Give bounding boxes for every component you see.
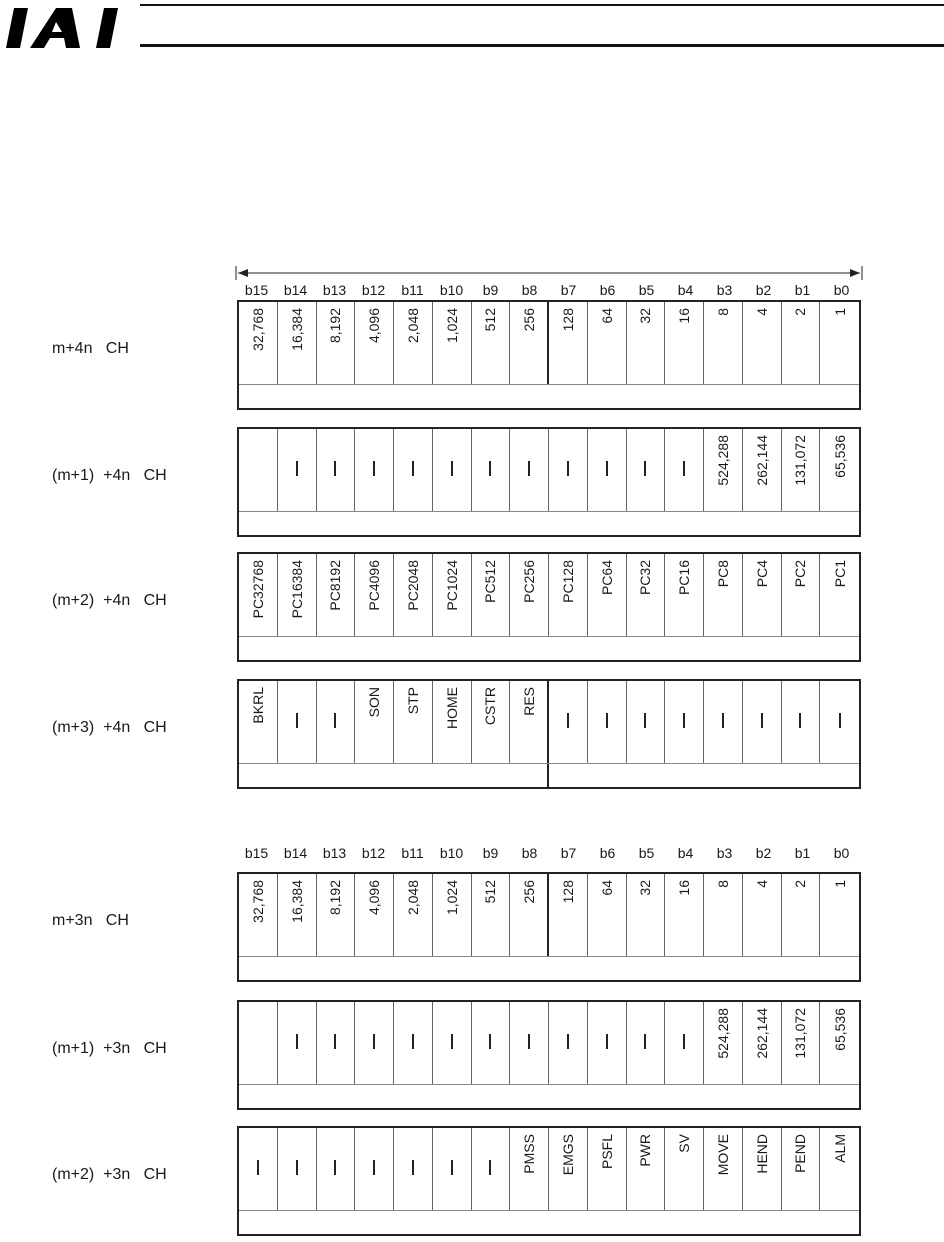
register-value-row: [239, 512, 859, 535]
unused-bit-mark: [722, 713, 724, 728]
bit-value: PC32768: [249, 560, 266, 619]
unused-bit-mark: [451, 1034, 453, 1049]
bit-value: 2: [792, 308, 809, 316]
bit-value: 65,536: [831, 1008, 848, 1051]
bit-cell: [665, 681, 704, 763]
bit-value: BKRL: [249, 687, 266, 724]
bit-value: PC16: [676, 560, 693, 596]
bit-cell: [743, 1128, 782, 1210]
unused-bit-mark: [373, 1160, 375, 1175]
bit-label: b12: [361, 845, 386, 861]
bit-cell: [355, 1002, 394, 1084]
unused-bit-mark: [489, 1160, 491, 1175]
bit-value: PC8192: [327, 560, 344, 611]
bit-value: 131,072: [792, 435, 809, 486]
unused-bit-mark: [606, 1034, 608, 1049]
bit-value: 256: [520, 308, 537, 332]
bit-value: 131,072: [792, 1008, 809, 1059]
bit-value: PMSS: [521, 1134, 538, 1174]
bit-cell: [394, 874, 433, 956]
register-label: (m+1) +3n CH: [52, 1040, 167, 1057]
bit-label: b6: [599, 282, 616, 298]
bit-value: PC4096: [366, 560, 383, 611]
bit-cell: [627, 1002, 666, 1084]
bit-label: b2: [755, 845, 772, 861]
bit-value: 8,192: [327, 308, 344, 344]
register-value-row: [239, 385, 859, 408]
bit-label: b11: [401, 282, 424, 298]
bit-label: b4: [677, 845, 694, 861]
bit-header-bottom: [237, 845, 861, 861]
bit-label: b0: [833, 845, 850, 861]
unused-bit-mark: [683, 1034, 685, 1049]
unused-bit-mark: [334, 1034, 336, 1049]
bit-label: b9: [482, 845, 499, 861]
bit-value: 4: [753, 308, 770, 316]
header-rule-bottom: [140, 44, 944, 47]
bit-value: PC2048: [404, 560, 421, 611]
bit-cell: [239, 554, 278, 636]
bit-cell: [278, 1002, 317, 1084]
bit-range-arrow: [232, 264, 866, 280]
bit-value: 524,288: [714, 435, 731, 486]
bit-cell: [433, 554, 472, 636]
bit-cell: [278, 554, 317, 636]
bit-cell: [317, 1128, 356, 1210]
bit-cell: [510, 1002, 549, 1084]
unused-bit-mark: [644, 713, 646, 728]
bit-value: PC1024: [443, 560, 460, 611]
bit-cell: [627, 554, 666, 636]
bit-cell: [704, 1128, 743, 1210]
bit-value: SV: [676, 1134, 693, 1153]
bit-label: b12: [361, 282, 386, 298]
register-bit-cells: [239, 302, 859, 385]
bit-value: 1,024: [443, 308, 460, 344]
register-label: m+4n CH: [52, 340, 129, 357]
unused-bit-mark: [257, 1160, 259, 1175]
register-box: [237, 872, 861, 982]
bit-cell: [355, 302, 394, 384]
bit-cell: [355, 554, 394, 636]
bit-value: 8: [714, 308, 731, 316]
unused-bit-mark: [567, 1034, 569, 1049]
bit-value: CSTR: [482, 687, 499, 726]
bit-cell: [355, 1128, 394, 1210]
bit-value: 128: [559, 880, 576, 904]
unused-bit-mark: [451, 461, 453, 476]
bit-cell: [394, 1128, 433, 1210]
bit-value: PC256: [521, 560, 538, 603]
bit-value: SON: [366, 687, 383, 718]
bit-cell: [278, 874, 317, 956]
bit-value: 16,384: [288, 308, 305, 351]
iai-logo: [0, 4, 140, 50]
bit-label: b3: [716, 282, 733, 298]
bit-value: HEND: [753, 1134, 770, 1174]
unused-bit-mark: [296, 461, 298, 476]
bit-value: 4,096: [366, 308, 383, 344]
unused-bit-mark: [528, 1034, 530, 1049]
bit-cell: [549, 554, 588, 636]
bit-cell: [549, 1128, 588, 1210]
bit-cell: [394, 681, 433, 763]
bit-cell: [704, 1002, 743, 1084]
register-label: (m+2) +4n CH: [52, 592, 167, 609]
bit-label: b7: [560, 282, 577, 298]
bit-value: PC2: [792, 560, 809, 588]
bit-cell: [239, 874, 278, 956]
bit-cell: [782, 1002, 821, 1084]
bit-cell: [355, 429, 394, 511]
bit-cell: [743, 874, 782, 956]
bit-label: b1: [794, 282, 811, 298]
bit-value: 16,384: [288, 880, 305, 923]
bit-label: b1: [794, 845, 811, 861]
register-value-row: [239, 764, 859, 787]
bit-value: EMGS: [559, 1134, 576, 1176]
bit-cell: [317, 681, 356, 763]
unused-bit-mark: [412, 461, 414, 476]
bit-value: 32,768: [249, 308, 266, 351]
bit-cell: [394, 1002, 433, 1084]
bit-cell: [433, 302, 472, 384]
bit-cell: [394, 554, 433, 636]
unused-bit-mark: [412, 1160, 414, 1175]
bit-label: b10: [439, 845, 464, 861]
bit-cell: [665, 1002, 704, 1084]
bit-value: 2,048: [404, 880, 421, 916]
unused-bit-mark: [451, 1160, 453, 1175]
unused-bit-mark: [606, 713, 608, 728]
bit-cell: [588, 1002, 627, 1084]
bit-value: 524,288: [714, 1008, 731, 1059]
bit-cell: [549, 681, 588, 763]
bit-label: b13: [322, 845, 347, 861]
bit-cell: [433, 1002, 472, 1084]
bit-cell: [782, 429, 821, 511]
bit-cell: [278, 429, 317, 511]
bit-cell: [433, 874, 472, 956]
bit-value: 32: [637, 880, 654, 896]
bit-header-top: [237, 282, 861, 298]
bit-cell: [782, 554, 821, 636]
unused-bit-mark: [296, 1160, 298, 1175]
bit-cell: [355, 681, 394, 763]
register-bit-cells: [239, 429, 859, 512]
bit-cell: [820, 1128, 859, 1210]
register-bit-cells: [239, 1002, 859, 1085]
bit-label: b7: [560, 845, 577, 861]
bit-label: b10: [439, 282, 464, 298]
bit-value: 4: [753, 880, 770, 888]
bit-label: b2: [755, 282, 772, 298]
unused-bit-mark: [334, 713, 336, 728]
unused-bit-mark: [489, 1034, 491, 1049]
register-bit-cells: [239, 554, 859, 637]
bit-cell: [239, 302, 278, 384]
bit-value: RES: [520, 687, 537, 716]
bit-label: b5: [638, 845, 655, 861]
unused-bit-mark: [412, 1034, 414, 1049]
bit-cell: [394, 429, 433, 511]
unused-bit-mark: [606, 461, 608, 476]
bit-value: PSFL: [598, 1134, 615, 1170]
bit-label: b0: [833, 282, 850, 298]
bit-cell: [239, 681, 278, 763]
bit-value: MOVE: [714, 1134, 731, 1176]
register-box: [237, 679, 861, 789]
bit-cell: [743, 554, 782, 636]
bit-cell: [743, 1002, 782, 1084]
bit-value: 32,768: [249, 880, 266, 923]
bit-label: b4: [677, 282, 694, 298]
bit-value: 16: [676, 308, 693, 324]
bit-value: PC64: [598, 560, 615, 596]
bit-cell: [433, 1128, 472, 1210]
bit-cell: [627, 874, 666, 956]
bit-label: b6: [599, 845, 616, 861]
register-value-row: [239, 1085, 859, 1108]
bit-value: STP: [404, 687, 421, 715]
unused-bit-mark: [567, 461, 569, 476]
bit-value: PC512: [482, 560, 499, 603]
bit-value: 32: [637, 308, 654, 324]
unused-bit-mark: [644, 461, 646, 476]
bit-label: b9: [482, 282, 499, 298]
bit-value: 512: [482, 880, 499, 904]
bit-cell: [472, 1002, 511, 1084]
unused-bit-mark: [334, 461, 336, 476]
bit-cell: [472, 681, 511, 763]
bit-cell: [588, 429, 627, 511]
register-value-row: [239, 637, 859, 660]
bit-cell: [472, 1128, 511, 1210]
register-label: (m+3) +4n CH: [52, 719, 167, 736]
unused-bit-mark: [567, 713, 569, 728]
bit-cell: [704, 429, 743, 511]
bit-label: b15: [244, 282, 269, 298]
bit-value: 262,144: [753, 1008, 770, 1059]
bit-cell: [704, 681, 743, 763]
bit-cell: [239, 429, 278, 511]
bit-value: PEND: [792, 1134, 809, 1173]
unused-bit-mark: [334, 1160, 336, 1175]
bit-cell: [278, 1128, 317, 1210]
bit-cell: [782, 681, 821, 763]
bit-value: 2: [792, 880, 809, 888]
bit-cell: [627, 1128, 666, 1210]
bit-value: 16: [676, 880, 693, 896]
bit-cell: [665, 554, 704, 636]
bit-cell: [704, 874, 743, 956]
register-label: (m+2) +3n CH: [52, 1166, 167, 1183]
register-value-row: [239, 957, 859, 980]
bit-cell: [665, 874, 704, 956]
unused-bit-mark: [296, 1034, 298, 1049]
bit-value: 64: [598, 880, 615, 896]
bit-label: b5: [638, 282, 655, 298]
register-label: (m+1) +4n CH: [52, 467, 167, 484]
register-bit-cells: [239, 681, 859, 764]
bit-cell: [510, 681, 549, 763]
bit-cell: [355, 874, 394, 956]
bit-cell: [317, 429, 356, 511]
bit-value: 8: [714, 880, 731, 888]
bit-cell: [820, 302, 859, 384]
bit-cell: [782, 1128, 821, 1210]
register-bit-cells: [239, 1128, 859, 1211]
bit-label: b8: [521, 845, 538, 861]
register-box: [237, 1000, 861, 1110]
bit-cell: [743, 302, 782, 384]
bit-value: 64: [598, 308, 615, 324]
bit-value: 128: [559, 308, 576, 332]
bit-cell: [239, 1128, 278, 1210]
unused-bit-mark: [373, 1034, 375, 1049]
unused-bit-mark: [296, 713, 298, 728]
bit-value: 256: [520, 880, 537, 904]
bit-cell: [472, 874, 511, 956]
register-box: [237, 427, 861, 537]
register-bit-cells: [239, 874, 859, 957]
bit-cell: [278, 302, 317, 384]
bit-cell: [627, 681, 666, 763]
bit-cell: [510, 874, 549, 956]
bit-value: 262,144: [753, 435, 770, 486]
bit-value: 2,048: [404, 308, 421, 344]
register-label: m+3n CH: [52, 912, 129, 929]
bit-cell: [549, 429, 588, 511]
bit-value: PC32: [637, 560, 654, 596]
unused-bit-mark: [644, 1034, 646, 1049]
bit-label: b13: [322, 282, 347, 298]
unused-bit-mark: [489, 461, 491, 476]
bit-cell: [472, 429, 511, 511]
bit-value: PC1: [831, 560, 848, 588]
bit-cell: [549, 1002, 588, 1084]
bit-cell: [820, 429, 859, 511]
value-cell-lower: [549, 764, 859, 787]
bit-cell: [782, 302, 821, 384]
bit-value: 4,096: [366, 880, 383, 916]
bit-cell: [317, 554, 356, 636]
bit-cell: [588, 874, 627, 956]
bit-cell: [820, 681, 859, 763]
bit-label: b14: [283, 845, 308, 861]
bit-cell: [743, 681, 782, 763]
bit-cell: [588, 681, 627, 763]
unused-bit-mark: [761, 713, 763, 728]
unused-bit-mark: [839, 713, 841, 728]
bit-cell: [510, 429, 549, 511]
bit-cell: [317, 302, 356, 384]
bit-cell: [820, 874, 859, 956]
bit-cell: [549, 874, 588, 956]
bit-cell: [820, 554, 859, 636]
bit-label: b15: [244, 845, 269, 861]
bit-cell: [588, 302, 627, 384]
unused-bit-mark: [683, 461, 685, 476]
bit-cell: [704, 554, 743, 636]
bit-cell: [665, 302, 704, 384]
bit-cell: [704, 302, 743, 384]
unused-bit-mark: [528, 461, 530, 476]
bit-cell: [588, 554, 627, 636]
bit-cell: [239, 1002, 278, 1084]
bit-value: PC128: [559, 560, 576, 603]
bit-cell: [317, 874, 356, 956]
register-value-row: [239, 1211, 859, 1234]
bit-value: 1,024: [443, 880, 460, 916]
bit-cell: [317, 1002, 356, 1084]
register-box: [237, 552, 861, 662]
bit-value: PC16384: [288, 560, 305, 619]
bit-value: ALM: [831, 1134, 848, 1163]
value-cell-upper: [239, 764, 549, 787]
bit-value: 1: [831, 308, 848, 316]
bit-cell: [433, 681, 472, 763]
bit-cell: [549, 302, 588, 384]
bit-value: HOME: [443, 687, 460, 729]
header-rule-top: [140, 4, 944, 6]
register-box: [237, 300, 861, 410]
bit-cell: [782, 874, 821, 956]
bit-cell: [278, 681, 317, 763]
bit-cell: [588, 1128, 627, 1210]
bit-label: b14: [283, 282, 308, 298]
bit-value: 512: [482, 308, 499, 332]
bit-value: PC8: [714, 560, 731, 588]
bit-value: 65,536: [831, 435, 848, 478]
bit-cell: [665, 429, 704, 511]
bit-value: PWR: [637, 1134, 654, 1167]
unused-bit-mark: [799, 713, 801, 728]
unused-bit-mark: [683, 713, 685, 728]
bit-cell: [820, 1002, 859, 1084]
unused-bit-mark: [373, 461, 375, 476]
bit-value: 1: [831, 880, 848, 888]
bit-cell: [743, 429, 782, 511]
bit-cell: [433, 429, 472, 511]
bit-cell: [472, 554, 511, 636]
bit-cell: [510, 302, 549, 384]
bit-label: b11: [401, 845, 424, 861]
bit-cell: [510, 554, 549, 636]
bit-cell: [510, 1128, 549, 1210]
bit-value: 8,192: [327, 880, 344, 916]
bit-label: b3: [716, 845, 733, 861]
bit-cell: [394, 302, 433, 384]
bit-cell: [472, 302, 511, 384]
bit-label: b8: [521, 282, 538, 298]
register-box: [237, 1126, 861, 1236]
bit-value: PC4: [753, 560, 770, 588]
bit-cell: [665, 1128, 704, 1210]
bit-cell: [627, 302, 666, 384]
bit-cell: [627, 429, 666, 511]
